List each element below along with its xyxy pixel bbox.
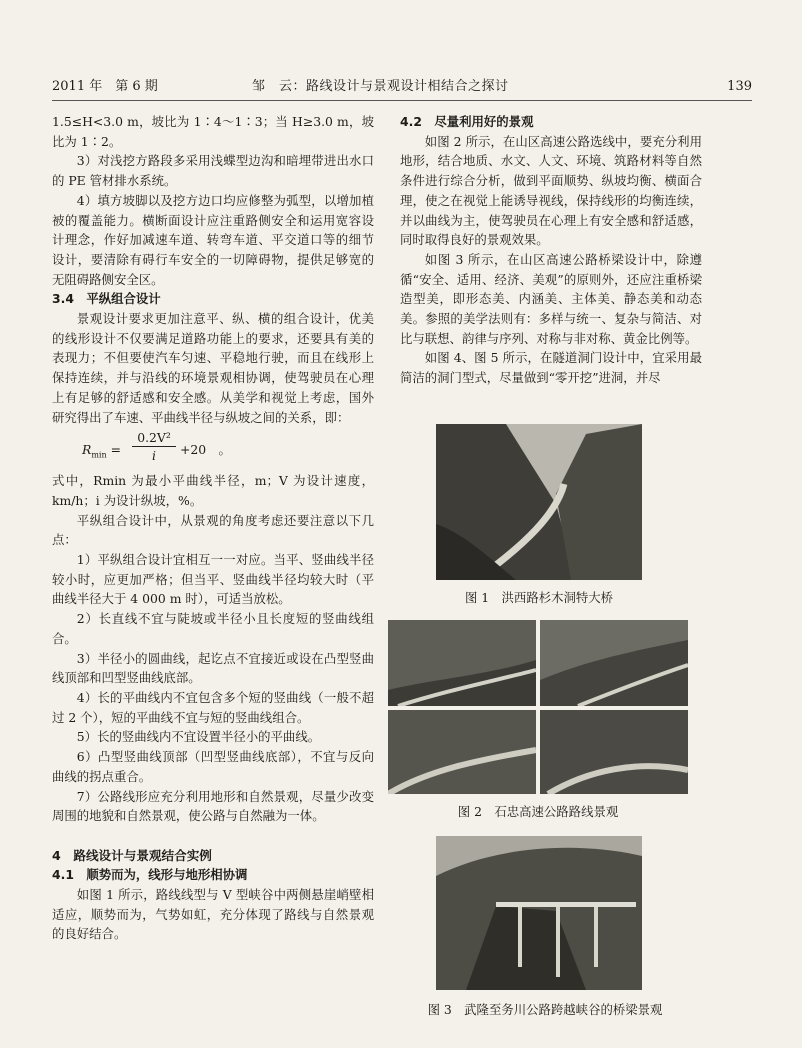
- figure-2-photo: [388, 620, 688, 794]
- formula-numerator: 0.2V²: [132, 429, 176, 447]
- formula-fraction: [132, 429, 176, 464]
- left-column: [52, 112, 374, 944]
- section-heading-4-2: 4.2 尽量利用好的景观: [400, 114, 534, 129]
- list-item-3: 3）半径小的圆曲线，起讫点不宜接近或设在凸型竖曲线顶部和凹型竖曲线底部。: [52, 650, 374, 686]
- left-paragraph-7: 如图 1 所示，路线线型与 V 型峡谷中两侧悬崖峭壁相适应，顺势而为，气势如虹，充分体现了路线与自然景观的良好结合。: [52, 887, 374, 942]
- figure-3-photo: [436, 836, 642, 990]
- journal-issue: 2011 年 第 6 期: [52, 79, 158, 94]
- list-item-6: 6）凸型竖曲线顶部（凹型竖曲线底部），不宜与反向曲线的拐点重合。: [52, 749, 374, 784]
- formula-rmin: [52, 429, 374, 469]
- formula-lhs: R: [82, 442, 92, 458]
- left-paragraph-5: 式中，Rmin 为最小平曲线半径，m；V 为设计速度，km/h；i 为设计纵坡，%。: [52, 473, 374, 508]
- right-paragraph-1: 如图 2 所示，在山区高速公路选线中，要充分利用地形，结合地质、水文、人文、环境、筑路材料等自然条件进行综合分析，做到平面顺势、纵坡均衡、横面合理，使之在视觉上能诱导视线，保持线形的均衡连续，并以曲线为主，使驾驶员在心理上有安全感和舒适感，同时取得良好的景观效果。: [400, 133, 702, 248]
- left-paragraph-4: 景观设计要求更加注意平、纵、横的组合设计，优美的线形设计不仅要满足道路功能上的要求，还要具有美的表现力；不但要使汽车匀速、平稳地行驶，而且在线形上保持连续，并与沿线的环境景观相协调，使驾驶员在心理上有足够的舒适感和安全感。从美学和视觉上考虑，国外研究得出了车速、平曲线半径与纵坡之间的关系，即：: [52, 311, 374, 425]
- formula-equals: =: [106, 442, 121, 458]
- figure-1-caption: 图 1 洪西路杉木洞特大桥: [464, 590, 614, 605]
- figure-2-caption: 图 2 石忠高速公路路线景观: [457, 804, 619, 819]
- section-heading-4-1: 4.1 顺势而为，线形与地形相协调: [52, 867, 248, 883]
- right-paragraph-3: 如图 4、图 5 所示，在隧道洞门设计中，宜采用最简洁的洞门型式，尽量做到“零开挖”进洞，并尽: [400, 350, 702, 386]
- left-paragraph-3: 4）填方坡脚以及挖方边口均应修整为弧型，以增加植被的覆盖能力。横断面设计应注重路侧安全和运用宽容设计理念，作好加减速车道、转弯车道、平交道口等的细节设计，要清除有碍行车安全的一切障碍物，提供足够宽的无阻碍路侧安全区。: [52, 192, 374, 287]
- list-item-4: 4）长的平曲线内不宜包含多个短的竖曲线（一般不超过 2 个），短的平曲线不宜与短的竖曲线组合。: [52, 689, 374, 725]
- list-item-2: 2）长直线不宜与陡坡或半径小且长度短的竖曲线组合。: [52, 611, 374, 646]
- figure-1-photo: [436, 424, 642, 580]
- header-rule: [52, 100, 752, 101]
- section-heading-3-4: 3.4 平纵组合设计: [52, 291, 161, 307]
- formula-rest: +20 。: [180, 442, 231, 458]
- left-paragraph-6: 平纵组合设计中，从景观的角度考虑还要注意以下几点：: [52, 512, 374, 548]
- list-item-5: 5）长的竖曲线内不宜设置半径小的平曲线。: [76, 729, 321, 745]
- left-paragraph-2: 3）对浅挖方路段多采用浅蝶型边沟和暗埋带进出水口的 PE 管材排水系统。: [52, 153, 374, 189]
- right-column: [400, 112, 702, 388]
- right-paragraph-2: 如图 3 所示，在山区高速公路桥梁设计中，除遵循“安全、适用、经济、美观”的原则外，还应注重桥梁造型美，即形态美、内涵美、主体美、静态美和动态美。参照的美学法则有：多样与统一、复杂与简洁、对比与联想、韵律与序列、对称与非对称、黄金比例等。: [400, 251, 702, 346]
- formula-denominator: i: [152, 448, 156, 464]
- list-item-7: 7）公路线形应充分利用地形和自然景观，尽量少改变周围的地貌和自然景观，使公路与自然融为一体。: [52, 788, 374, 824]
- section-heading-4: 4 路线设计与景观结合实例: [52, 847, 212, 863]
- left-paragraph-1: 1.5≤H<3.0 m，坡比为 1∶4～1∶3；当 H≥3.0 m，坡比为 1∶2。: [52, 114, 374, 149]
- list-item-1: 1）平纵组合设计宜相互一一对应。当平、竖曲线半径较小时，应更加严格；但当平、竖曲线半径均较大时（平曲线半径大于 4 000 m 时），可适当放松。: [52, 552, 374, 607]
- running-header: [52, 76, 752, 98]
- page-number: 139: [727, 79, 752, 94]
- figure-3-caption: 图 3 武隆至务川公路跨越峡谷的桥梁景观: [427, 1002, 663, 1017]
- formula-subscript: min: [91, 450, 107, 460]
- running-title: 邹 云：路线设计与景观设计相结合之探讨: [252, 79, 509, 94]
